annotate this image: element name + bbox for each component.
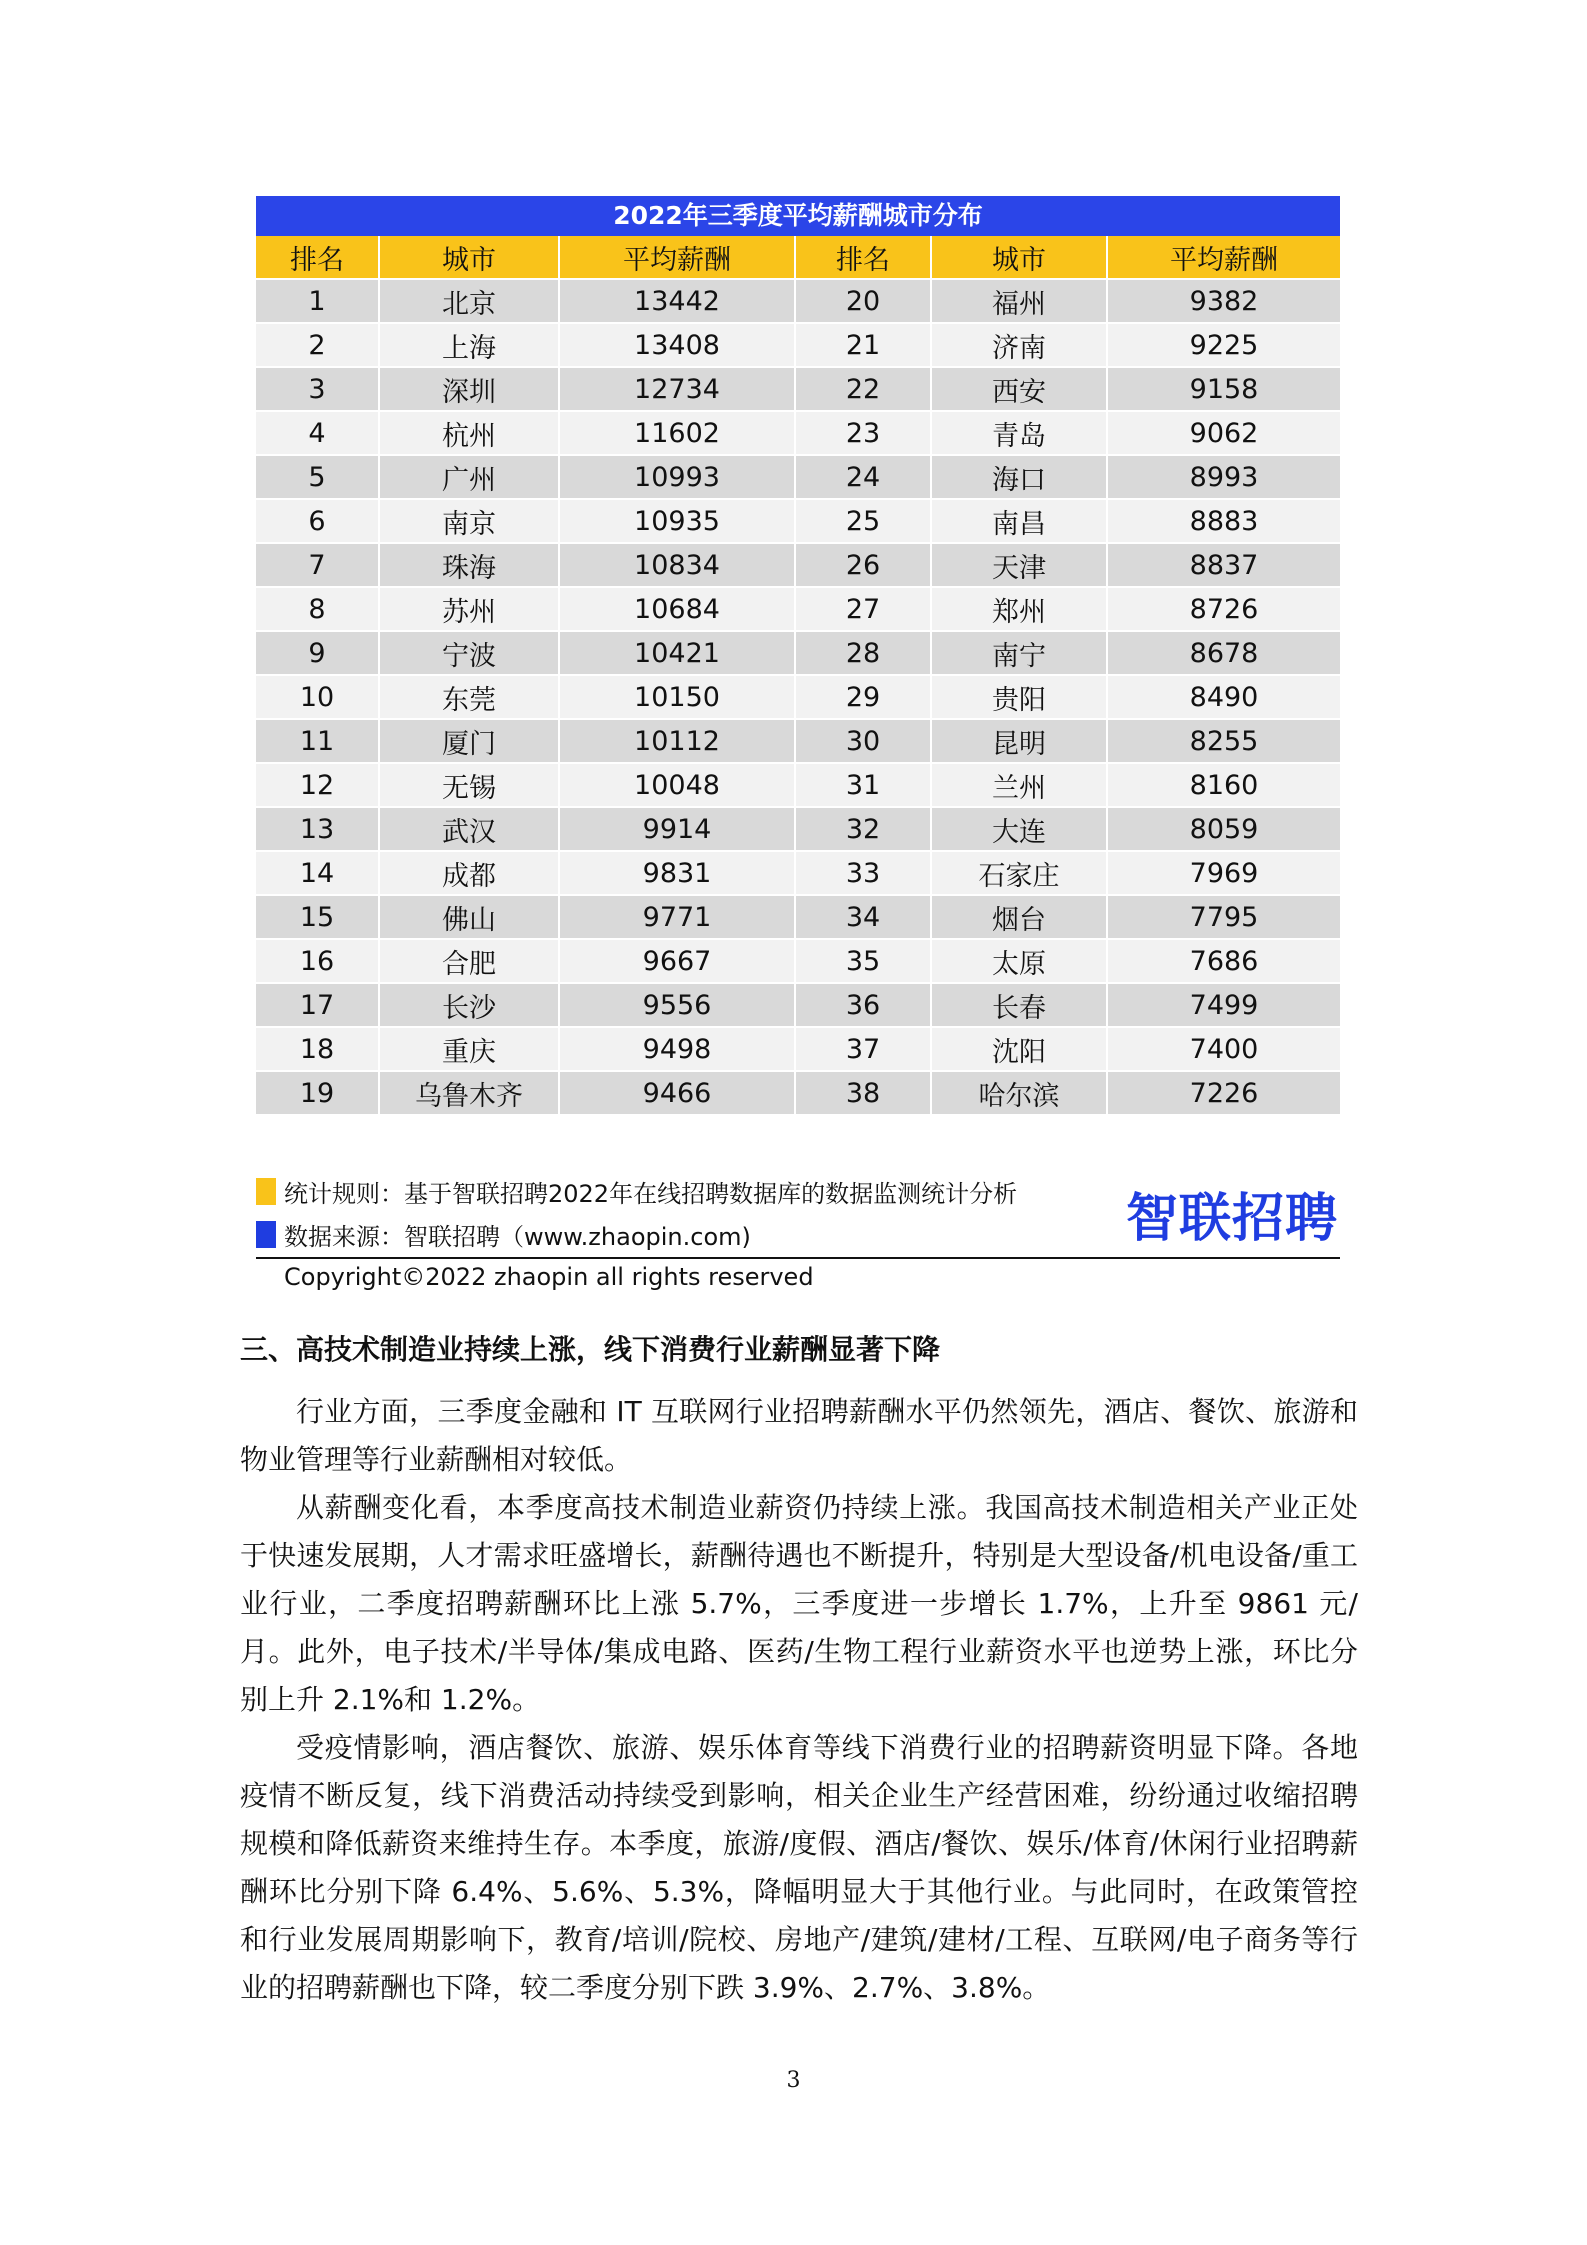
table-row <box>256 544 1340 588</box>
table-row <box>256 940 1340 984</box>
rank-cell: 16 <box>256 940 380 984</box>
rank-cell: 35 <box>796 940 932 984</box>
table-row <box>256 1028 1340 1072</box>
salary-cell: 7795 <box>1108 896 1340 940</box>
paragraph: 受疫情影响，酒店餐饮、旅游、娱乐体育等线下消费行业的招聘薪资明显下降。各地疫情不断反复，线下消费活动持续受到影响，相关企业生产经营困难，纷纷通过收缩招聘规模和降低薪资来维持生存。本季度，旅游/度假、酒店/餐饮、娱乐/体育/休闲行业招聘薪酬环比分别下降 6.4%、5.6%、5.3%，降幅明显大于其他行业。与此同时，在政策管控和行业发展周期影响下，教育/培训/院校、房地产/建筑/建材/工程、互联网/电子商务等行业的招聘薪酬也下降，较二季度分别下跌 3.9%、2.7%、3.8%。 <box>240 1731 1358 2004</box>
salary-cell: 11602 <box>560 412 796 456</box>
city-cell: 成都 <box>380 852 560 896</box>
salary-cell: 9466 <box>560 1072 796 1116</box>
table-row <box>256 588 1340 632</box>
city-cell: 沈阳 <box>932 1028 1108 1072</box>
table-row <box>256 500 1340 544</box>
salary-cell: 8837 <box>1108 544 1340 588</box>
city-cell: 昆明 <box>932 720 1108 764</box>
rank-cell: 24 <box>796 456 932 500</box>
salary-cell: 8883 <box>1108 500 1340 544</box>
rank-cell: 8 <box>256 588 380 632</box>
rank-cell: 37 <box>796 1028 932 1072</box>
divider <box>256 1257 1340 1259</box>
table-row <box>256 368 1340 412</box>
table-row <box>256 412 1340 456</box>
city-cell: 长春 <box>932 984 1108 1028</box>
rank-cell: 29 <box>796 676 932 720</box>
city-cell: 青岛 <box>932 412 1108 456</box>
header-cell: 城市 <box>932 236 1108 280</box>
rank-cell: 21 <box>796 324 932 368</box>
table-row <box>256 896 1340 940</box>
rank-cell: 31 <box>796 764 932 808</box>
city-cell: 石家庄 <box>932 852 1108 896</box>
city-cell: 厦门 <box>380 720 560 764</box>
table-row <box>256 676 1340 720</box>
rank-cell: 10 <box>256 676 380 720</box>
header-cell: 城市 <box>380 236 560 280</box>
rank-cell: 28 <box>796 632 932 676</box>
rank-cell: 1 <box>256 280 380 324</box>
city-cell: 佛山 <box>380 896 560 940</box>
salary-cell: 8993 <box>1108 456 1340 500</box>
rank-cell: 38 <box>796 1072 932 1116</box>
table-row <box>256 852 1340 896</box>
rank-cell: 12 <box>256 764 380 808</box>
salary-cell: 10935 <box>560 500 796 544</box>
city-cell: 东莞 <box>380 676 560 720</box>
city-cell: 杭州 <box>380 412 560 456</box>
city-cell: 南京 <box>380 500 560 544</box>
city-cell: 大连 <box>932 808 1108 852</box>
city-cell: 烟台 <box>932 896 1108 940</box>
salary-cell: 10993 <box>560 456 796 500</box>
rank-cell: 30 <box>796 720 932 764</box>
salary-cell: 8678 <box>1108 632 1340 676</box>
city-cell: 西安 <box>932 368 1108 412</box>
rank-cell: 2 <box>256 324 380 368</box>
rank-cell: 4 <box>256 412 380 456</box>
city-cell: 太原 <box>932 940 1108 984</box>
table-row <box>256 720 1340 764</box>
rank-cell: 14 <box>256 852 380 896</box>
header-cell: 平均薪酬 <box>1108 236 1340 280</box>
city-cell: 深圳 <box>380 368 560 412</box>
city-cell: 重庆 <box>380 1028 560 1072</box>
city-cell: 哈尔滨 <box>932 1072 1108 1116</box>
salary-cell: 10112 <box>560 720 796 764</box>
city-cell: 北京 <box>380 280 560 324</box>
city-cell: 宁波 <box>380 632 560 676</box>
table-row <box>256 764 1340 808</box>
city-cell: 天津 <box>932 544 1108 588</box>
city-cell: 珠海 <box>380 544 560 588</box>
salary-cell: 9771 <box>560 896 796 940</box>
table-header-row <box>256 236 1340 280</box>
city-cell: 苏州 <box>380 588 560 632</box>
city-cell: 南宁 <box>932 632 1108 676</box>
table-body <box>256 280 1340 1116</box>
legend-source-text: 数据来源：智联招聘（www.zhaopin.com) <box>284 1223 751 1251</box>
salary-cell: 9382 <box>1108 280 1340 324</box>
salary-cell: 9556 <box>560 984 796 1028</box>
table-row <box>256 984 1340 1028</box>
rank-cell: 19 <box>256 1072 380 1116</box>
table-row <box>256 324 1340 368</box>
table-row <box>256 808 1340 852</box>
rank-cell: 20 <box>796 280 932 324</box>
rank-cell: 26 <box>796 544 932 588</box>
table-row <box>256 280 1340 324</box>
table-row <box>256 1072 1340 1116</box>
rank-cell: 17 <box>256 984 380 1028</box>
salary-cell: 13442 <box>560 280 796 324</box>
legend-rule-swatch <box>256 1178 276 1205</box>
rank-cell: 22 <box>796 368 932 412</box>
rank-cell: 11 <box>256 720 380 764</box>
rank-cell: 5 <box>256 456 380 500</box>
salary-cell: 8490 <box>1108 676 1340 720</box>
header-cell: 平均薪酬 <box>560 236 796 280</box>
city-cell: 无锡 <box>380 764 560 808</box>
legend-source <box>256 1217 751 1252</box>
rank-cell: 36 <box>796 984 932 1028</box>
salary-cell: 9831 <box>560 852 796 896</box>
city-cell: 兰州 <box>932 764 1108 808</box>
city-cell: 广州 <box>380 456 560 500</box>
salary-cell: 7969 <box>1108 852 1340 896</box>
header-cell: 排名 <box>796 236 932 280</box>
salary-cell: 10150 <box>560 676 796 720</box>
salary-cell: 9225 <box>1108 324 1340 368</box>
city-cell: 南昌 <box>932 500 1108 544</box>
zhaopin-logo: 智联招聘 <box>1126 1189 1339 1249</box>
rank-cell: 27 <box>796 588 932 632</box>
section-heading: 三、高技术制造业持续上涨，线下消费行业薪酬显著下降 <box>240 1333 941 1366</box>
salary-cell: 9062 <box>1108 412 1340 456</box>
legend-source-swatch <box>256 1221 276 1248</box>
city-cell: 长沙 <box>380 984 560 1028</box>
city-cell: 贵阳 <box>932 676 1108 720</box>
salary-cell: 9914 <box>560 808 796 852</box>
rank-cell: 33 <box>796 852 932 896</box>
salary-cell: 9667 <box>560 940 796 984</box>
table-row <box>256 632 1340 676</box>
salary-cell: 7499 <box>1108 984 1340 1028</box>
rank-cell: 23 <box>796 412 932 456</box>
page-number: 3 <box>786 2068 801 2093</box>
salary-cell: 13408 <box>560 324 796 368</box>
city-cell: 福州 <box>932 280 1108 324</box>
city-cell: 郑州 <box>932 588 1108 632</box>
paragraph: 行业方面，三季度金融和 IT 互联网行业招聘薪酬水平仍然领先，酒店、餐饮、旅游和物业管理等行业薪酬相对较低。 <box>240 1395 1358 1476</box>
salary-cell: 8160 <box>1108 764 1340 808</box>
city-cell: 武汉 <box>380 808 560 852</box>
salary-cell: 10421 <box>560 632 796 676</box>
salary-cell: 12734 <box>560 368 796 412</box>
rank-cell: 15 <box>256 896 380 940</box>
legend-rule <box>256 1174 1017 1209</box>
salary-cell: 9498 <box>560 1028 796 1072</box>
copyright: Copyright©2022 zhaopin all rights reserved <box>284 1263 814 1291</box>
city-cell: 乌鲁木齐 <box>380 1072 560 1116</box>
rank-cell: 9 <box>256 632 380 676</box>
legend-rule-text: 统计规则：基于智联招聘2022年在线招聘数据库的数据监测统计分析 <box>284 1180 1018 1208</box>
city-cell: 上海 <box>380 324 560 368</box>
salary-cell: 7686 <box>1108 940 1340 984</box>
city-cell: 海口 <box>932 456 1108 500</box>
city-cell: 合肥 <box>380 940 560 984</box>
table-title: 2022年三季度平均薪酬城市分布 <box>256 196 1340 236</box>
rank-cell: 3 <box>256 368 380 412</box>
rank-cell: 34 <box>796 896 932 940</box>
rank-cell: 13 <box>256 808 380 852</box>
paragraph: 从薪酬变化看，本季度高技术制造业薪资仍持续上涨。我国高技术制造相关产业正处于快速发展期，人才需求旺盛增长，薪酬待遇也不断提升，特别是大型设备/机电设备/重工业行业，二季度招聘薪酬环比上涨 5.7%，三季度进一步增长 1.7%，上升至 9861 元/月。此外，电子技术/半导体/集成电路、医药/生物工程行业薪资水平也逆势上涨，环比分别上升 2.1%和 1.2%。 <box>240 1491 1358 1716</box>
salary-cell: 10684 <box>560 588 796 632</box>
salary-table <box>256 196 1340 1116</box>
rank-cell: 32 <box>796 808 932 852</box>
salary-cell: 7400 <box>1108 1028 1340 1072</box>
salary-cell: 8726 <box>1108 588 1340 632</box>
rank-cell: 18 <box>256 1028 380 1072</box>
salary-cell: 10048 <box>560 764 796 808</box>
salary-cell: 9158 <box>1108 368 1340 412</box>
salary-cell: 7226 <box>1108 1072 1340 1116</box>
salary-cell: 10834 <box>560 544 796 588</box>
rank-cell: 7 <box>256 544 380 588</box>
header-cell: 排名 <box>256 236 380 280</box>
salary-cell: 8255 <box>1108 720 1340 764</box>
rank-cell: 6 <box>256 500 380 544</box>
city-cell: 济南 <box>932 324 1108 368</box>
table-row <box>256 456 1340 500</box>
rank-cell: 25 <box>796 500 932 544</box>
salary-cell: 8059 <box>1108 808 1340 852</box>
